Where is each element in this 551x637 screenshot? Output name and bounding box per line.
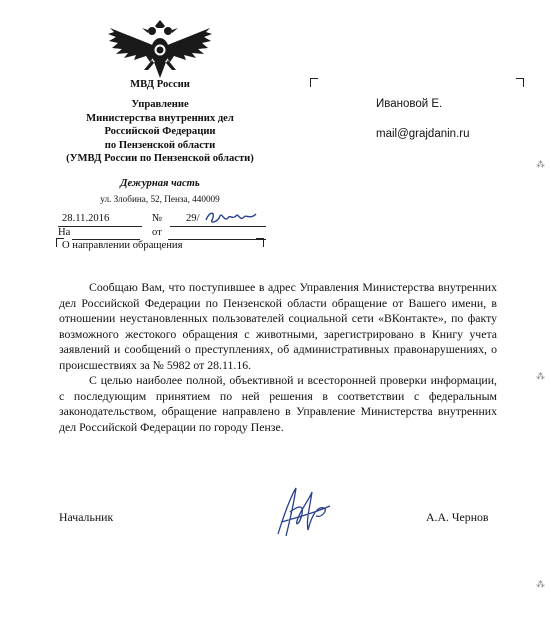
registration-number: 29/ bbox=[186, 213, 200, 224]
recipient-email: mail@grajdanin.ru bbox=[376, 128, 470, 140]
from-label: от bbox=[152, 227, 162, 238]
handwritten-number-icon bbox=[204, 208, 260, 226]
ministry-name: МВД России bbox=[130, 79, 190, 90]
signatory-name: А.А. Чернов bbox=[426, 510, 489, 524]
unit-address: ул. Злобина, 52, Пенза, 440009 bbox=[100, 194, 220, 204]
date-underline bbox=[58, 226, 142, 227]
recipient-bracket-left bbox=[310, 78, 318, 87]
scan-mark: ⁂ bbox=[536, 372, 545, 382]
signatory-position: Начальник bbox=[59, 510, 114, 524]
from-underline bbox=[168, 239, 266, 240]
scan-mark: ⁂ bbox=[536, 580, 545, 590]
scan-mark: ⁂ bbox=[536, 160, 545, 170]
signature-icon bbox=[272, 484, 334, 540]
on-label: На bbox=[58, 227, 71, 238]
subject-bracket-right bbox=[256, 238, 264, 247]
recipient-name: Ивановой Е. bbox=[376, 98, 443, 110]
emblem-eagle-icon bbox=[106, 18, 214, 80]
body-paragraph: Сообщаю Вам, что поступившее в адрес Управления Министерства внутренних дел Российской Федерации по Пензенской области обращение от Вашего имени, в отношении неустановленных пользователей социальной сети «ВКонтакте», по факту возможного жестокого обращения с животными, зарегистрировано в Книгу учета заявлений и сообщений о преступлениях, об административных правонарушениях, о происшествиях за № 5982 от 28.11.16. bbox=[59, 280, 497, 372]
subject-line: О направлении обращения bbox=[62, 240, 183, 251]
department-name bbox=[40, 98, 280, 166]
department-line: Российской Федерации bbox=[104, 126, 216, 138]
number-label: № bbox=[152, 213, 163, 224]
recipient-bracket-right bbox=[516, 78, 524, 87]
number-underline bbox=[170, 226, 266, 227]
department-line: Министерства внутренних дел bbox=[86, 112, 234, 124]
body-paragraph: С целью наиболее полной, объективной и всесторонней проверки информации, с последующим принятием по ней решения в соответствии с федеральным законодательством, обращение направлено в Управление Министерства внутренних дел Российской Федерации по городу Пензе. bbox=[59, 373, 497, 434]
unit-name: Дежурная часть bbox=[120, 178, 200, 189]
letter-body bbox=[59, 280, 497, 435]
department-line: Управление bbox=[131, 99, 189, 110]
registration-date: 28.11.2016 bbox=[62, 213, 110, 224]
department-line: по Пензенской области bbox=[104, 139, 216, 151]
department-line: (УМВД России по Пензенской области) bbox=[66, 153, 254, 165]
